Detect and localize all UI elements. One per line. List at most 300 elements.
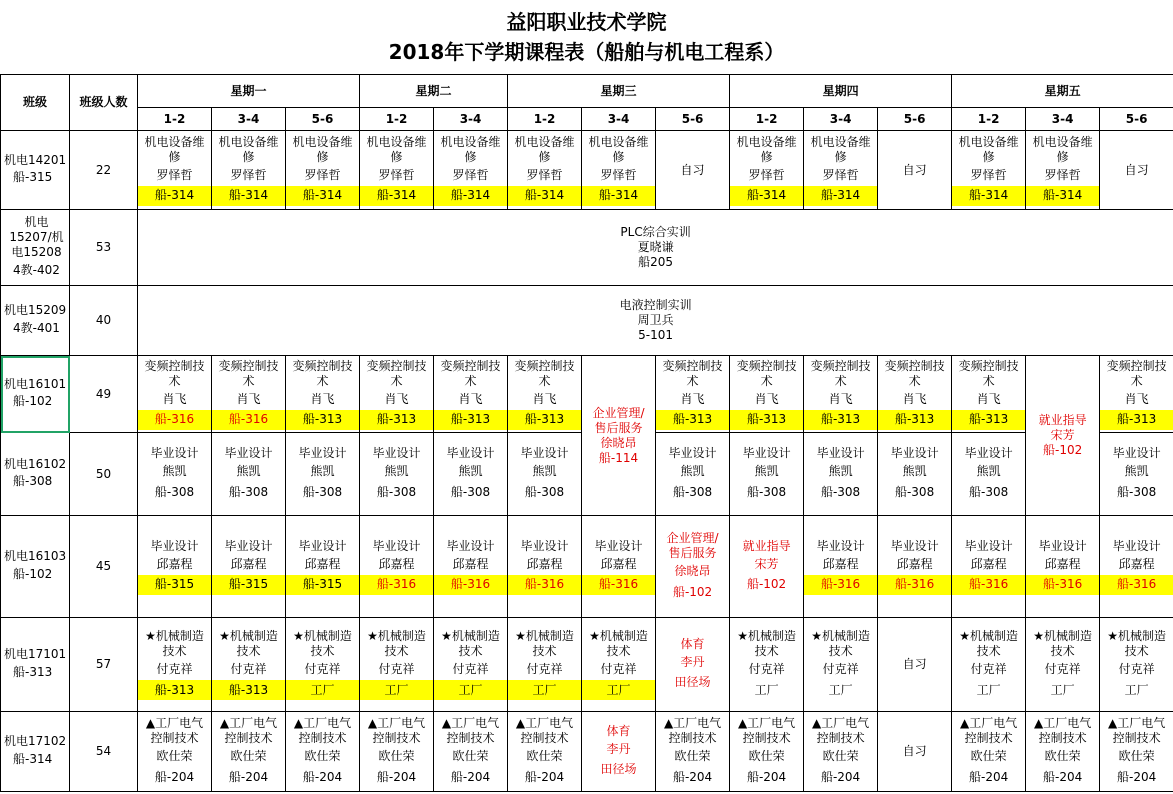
course: 毕业设计 — [224, 538, 273, 553]
period-mon-34[interactable]: 3-4 — [212, 108, 286, 131]
table-row — [1, 131, 1173, 210]
class-name: 机电14201 — [4, 152, 67, 167]
course-line: 技术 — [162, 644, 187, 658]
teacher: 付克祥 — [452, 662, 489, 676]
class-cell[interactable] — [1, 210, 70, 286]
course: 机电设备维修 — [292, 134, 353, 164]
slot-cell[interactable] — [286, 712, 360, 792]
course-line: 控制技术 — [150, 731, 199, 745]
slot-cell[interactable] — [1100, 618, 1173, 712]
venue: 船-313 — [360, 410, 433, 430]
venue: 船-204 — [154, 769, 195, 784]
teacher: 欧仕荣 — [526, 749, 563, 763]
period-thu-34[interactable]: 3-4 — [804, 108, 878, 131]
slot-cell[interactable] — [1026, 618, 1100, 712]
period-wed-56[interactable]: 5-6 — [656, 108, 730, 131]
slot-cell[interactable] — [656, 712, 730, 792]
venue: 工厂 — [1050, 682, 1075, 697]
class-cell[interactable] — [1, 712, 70, 792]
count-cell[interactable]: 22 — [70, 131, 138, 210]
table-row — [1, 286, 1173, 356]
teacher: 李丹 — [606, 741, 631, 756]
venue: 船-314 — [508, 186, 581, 206]
teacher: 熊凯 — [828, 464, 853, 478]
count-cell[interactable]: 45 — [70, 516, 138, 618]
teacher: 付克祥 — [1044, 662, 1081, 676]
slot-cell[interactable] — [1100, 433, 1173, 516]
course: 机电设备维修 — [810, 134, 871, 164]
course-line: 技术 — [754, 644, 779, 658]
slot-cell[interactable] — [212, 712, 286, 792]
slot-cell[interactable] — [434, 618, 508, 712]
course-line: 控制技术 — [372, 731, 421, 745]
teacher: 欧仕荣 — [230, 749, 267, 763]
slot-cell[interactable] — [286, 131, 360, 210]
venue: 工厂 — [828, 682, 853, 697]
venue: 船-308 — [450, 484, 491, 499]
management-course-cell[interactable] — [656, 516, 730, 618]
course — [360, 629, 433, 659]
slot-cell[interactable] — [138, 516, 212, 618]
pe-cell[interactable] — [656, 618, 730, 712]
slot-cell[interactable] — [1026, 131, 1100, 210]
teacher: 罗怿哲 — [970, 167, 1007, 182]
venue: 工厂 — [508, 680, 581, 700]
teacher: 徐晓昂 — [674, 564, 711, 578]
course: 毕业设计 — [816, 446, 865, 460]
course — [656, 531, 729, 561]
venue: 船-114 — [598, 450, 639, 465]
teacher: 熊凯 — [680, 464, 705, 478]
title-block — [0, 0, 1173, 74]
teacher: 宋芳 — [754, 556, 779, 571]
teacher: 肖飞 — [828, 391, 853, 406]
venue: 船-314 — [286, 186, 359, 206]
slot-cell[interactable] — [952, 433, 1026, 516]
teacher: 熊凯 — [532, 464, 557, 478]
period-fri-12[interactable]: 1-2 — [952, 108, 1026, 131]
slot-cell[interactable] — [508, 131, 582, 210]
management-course-cell[interactable] — [582, 356, 656, 516]
slot-cell[interactable] — [286, 356, 360, 433]
course-line: 技术 — [236, 644, 261, 658]
slot-cell[interactable] — [434, 433, 508, 516]
period-wed-34[interactable]: 3-4 — [582, 108, 656, 131]
course-line: 控制技术 — [1112, 731, 1161, 745]
course: 变频控制技术 — [662, 358, 723, 388]
venue: 工厂 — [582, 680, 655, 700]
course-line: ★机械制造 — [293, 629, 352, 643]
slot-cell[interactable] — [1100, 356, 1173, 433]
slot-cell[interactable] — [360, 356, 434, 433]
slot-cell[interactable] — [730, 712, 804, 792]
course: 机电设备维修 — [144, 134, 205, 164]
period-mon-56[interactable]: 5-6 — [286, 108, 360, 131]
teacher: 付克祥 — [156, 662, 193, 676]
period-wed-12[interactable]: 1-2 — [508, 108, 582, 131]
teacher: 付克祥 — [1118, 662, 1155, 676]
teacher: 欧仕荣 — [1044, 749, 1081, 763]
course — [582, 629, 655, 659]
teacher: 付克祥 — [526, 662, 563, 676]
teacher: 欧仕荣 — [970, 749, 1007, 763]
course: 变频控制技术 — [810, 358, 871, 388]
venue: 船-315 — [138, 575, 211, 595]
venue: 船-314 — [804, 186, 877, 206]
venue: 船-313 — [138, 680, 211, 700]
slot-cell[interactable] — [360, 131, 434, 210]
teacher: 肖飞 — [754, 391, 779, 406]
teacher: 罗怿哲 — [378, 167, 415, 182]
slot-cell[interactable] — [730, 131, 804, 210]
slot-cell[interactable] — [952, 516, 1026, 618]
venue: 船-314 — [434, 186, 507, 206]
course-line: 控制技术 — [816, 731, 865, 745]
course: 机电设备维修 — [440, 134, 501, 164]
venue: 船-204 — [524, 769, 565, 784]
slot-cell[interactable] — [286, 618, 360, 712]
venue: 船-308 — [746, 484, 787, 499]
course-line: ★机械制造 — [515, 629, 574, 643]
course-line: ★机械制造 — [589, 629, 648, 643]
slot-cell[interactable] — [138, 712, 212, 792]
course-line: ★机械制造 — [219, 629, 278, 643]
class-room: 船-314 — [13, 751, 53, 766]
slot-cell[interactable] — [508, 433, 582, 516]
course-line: ★机械制造 — [959, 629, 1018, 643]
class-name-line: 15207/机 — [9, 230, 64, 244]
count-cell[interactable]: 53 — [70, 210, 138, 286]
slot-cell[interactable] — [138, 356, 212, 433]
course: PLC综合实训 — [620, 225, 691, 239]
slot-cell[interactable] — [804, 356, 878, 433]
venue: 船-204 — [228, 769, 269, 784]
venue: 船-102 — [1042, 443, 1083, 457]
teacher: 邱嘉程 — [600, 556, 637, 571]
course-line: ▲工厂电气 — [959, 716, 1018, 730]
teacher: 罗怿哲 — [822, 167, 859, 182]
slot-cell[interactable] — [212, 356, 286, 433]
slot-cell[interactable] — [804, 618, 878, 712]
course: 体育 — [680, 636, 705, 651]
slot-cell[interactable] — [656, 433, 730, 516]
count-cell[interactable]: 50 — [70, 433, 138, 516]
venue: 船-204 — [450, 769, 491, 784]
course — [656, 716, 729, 746]
teacher: 付克祥 — [970, 662, 1007, 676]
slot-cell[interactable] — [952, 356, 1026, 433]
slot-cell[interactable] — [360, 433, 434, 516]
course — [804, 716, 877, 746]
teacher: 罗怿哲 — [230, 167, 267, 182]
slot-cell[interactable] — [730, 356, 804, 433]
slot-cell[interactable] — [360, 618, 434, 712]
pe-cell[interactable] — [582, 712, 656, 792]
venue: 5-101 — [638, 328, 673, 342]
period-tue-12[interactable]: 1-2 — [360, 108, 434, 131]
venue: 船-316 — [952, 575, 1025, 595]
venue: 船-316 — [804, 575, 877, 595]
venue: 船-313 — [212, 680, 285, 700]
slot-cell[interactable] — [656, 356, 730, 433]
course-line: ★机械制造 — [1033, 629, 1092, 643]
class-cell[interactable] — [1, 356, 70, 433]
venue: 船-313 — [656, 410, 729, 430]
course-line: ★机械制造 — [737, 629, 796, 643]
slot-cell[interactable] — [878, 433, 952, 516]
venue: 船-308 — [376, 484, 417, 499]
class-cell[interactable] — [1, 131, 70, 210]
header-friday[interactable]: 星期五 — [952, 75, 1173, 108]
slot-cell[interactable] — [434, 131, 508, 210]
slot-cell[interactable] — [730, 618, 804, 712]
header-row-periods — [1, 108, 1173, 131]
course-line: 技术 — [1050, 644, 1075, 658]
course-line: 控制技术 — [298, 731, 347, 745]
course-line: 控制技术 — [520, 731, 569, 745]
teacher: 罗怿哲 — [156, 167, 193, 182]
course-line: 技术 — [976, 644, 1001, 658]
count-cell[interactable]: 57 — [70, 618, 138, 712]
course: 毕业设计 — [816, 538, 865, 553]
self-study-cell[interactable]: 自习 — [656, 131, 730, 210]
teacher: 付克祥 — [304, 662, 341, 676]
teacher: 熊凯 — [1124, 464, 1149, 478]
period-tue-34[interactable]: 3-4 — [434, 108, 508, 131]
slot-cell[interactable] — [508, 516, 582, 618]
course-line: 技术 — [532, 644, 557, 658]
course: 毕业设计 — [520, 446, 569, 460]
venue: 船-313 — [434, 410, 507, 430]
venue: 船-308 — [524, 484, 565, 499]
course — [212, 716, 285, 746]
career-guidance-cell[interactable] — [730, 516, 804, 618]
course — [508, 629, 581, 659]
course: 变频控制技术 — [292, 358, 353, 388]
count-cell[interactable]: 40 — [70, 286, 138, 356]
slot-cell[interactable] — [212, 131, 286, 210]
slot-cell[interactable] — [138, 618, 212, 712]
slot-cell[interactable] — [1100, 516, 1173, 618]
teacher: 邱嘉程 — [970, 556, 1007, 571]
teacher: 欧仕荣 — [378, 749, 415, 763]
slot-cell[interactable] — [434, 356, 508, 433]
slot-cell[interactable] — [952, 131, 1026, 210]
slot-cell[interactable] — [582, 131, 656, 210]
slot-cell[interactable] — [212, 433, 286, 516]
teacher: 夏晓谦 — [637, 240, 674, 254]
course: 变频控制技术 — [736, 358, 797, 388]
course: 毕业设计 — [1038, 538, 1087, 553]
slot-cell[interactable] — [138, 433, 212, 516]
period-thu-12[interactable]: 1-2 — [730, 108, 804, 131]
course-line: ★机械制造 — [367, 629, 426, 643]
course — [1026, 629, 1099, 659]
slot-cell[interactable] — [804, 516, 878, 618]
course — [360, 716, 433, 746]
slot-cell[interactable] — [804, 433, 878, 516]
course-line: ▲工厂电气 — [811, 716, 870, 730]
course-line: 控制技术 — [964, 731, 1013, 745]
teacher: 肖飞 — [902, 391, 927, 406]
course: 变频控制技术 — [366, 358, 427, 388]
slot-cell[interactable] — [508, 712, 582, 792]
header-tuesday[interactable]: 星期二 — [360, 75, 508, 108]
slot-cell[interactable] — [508, 618, 582, 712]
practicum-cell[interactable] — [138, 286, 1173, 356]
course: 变频控制技术 — [144, 358, 205, 388]
venue: 船-308 — [968, 484, 1009, 499]
slot-cell[interactable] — [952, 618, 1026, 712]
slot-cell[interactable] — [286, 516, 360, 618]
header-class[interactable]: 班级 — [1, 75, 70, 131]
period-thu-56[interactable]: 5-6 — [878, 108, 952, 131]
teacher: 熊凯 — [458, 464, 483, 478]
course — [730, 629, 803, 659]
slot-cell[interactable] — [508, 356, 582, 433]
class-cell[interactable] — [1, 618, 70, 712]
slot-cell[interactable] — [286, 433, 360, 516]
class-cell[interactable] — [1, 516, 70, 618]
course: 毕业设计 — [150, 538, 199, 553]
course: 毕业设计 — [372, 446, 421, 460]
teacher: 肖飞 — [1124, 391, 1149, 406]
course — [508, 716, 581, 746]
course — [286, 629, 359, 659]
slot-cell[interactable] — [730, 433, 804, 516]
venue: 船-204 — [1042, 769, 1083, 784]
teacher: 肖飞 — [458, 391, 483, 406]
slot-cell[interactable] — [1026, 516, 1100, 618]
class-name: 机电15209 — [4, 303, 67, 317]
header-monday[interactable]: 星期一 — [138, 75, 360, 108]
class-cell[interactable] — [1, 433, 70, 516]
slot-cell[interactable] — [138, 131, 212, 210]
slot-cell[interactable] — [1100, 712, 1173, 792]
venue: 船-316 — [434, 575, 507, 595]
course-line: 企业管理/ — [666, 531, 719, 545]
venue: 船-204 — [302, 769, 343, 784]
slot-cell[interactable] — [878, 516, 952, 618]
teacher: 肖飞 — [680, 391, 705, 406]
course — [212, 629, 285, 659]
venue: 船-314 — [730, 186, 803, 206]
count-cell[interactable]: 54 — [70, 712, 138, 792]
slot-cell[interactable] — [212, 618, 286, 712]
count-cell[interactable]: 49 — [70, 356, 138, 433]
venue: 船-313 — [1100, 410, 1173, 430]
teacher: 欧仕荣 — [304, 749, 341, 763]
slot-cell[interactable] — [1026, 712, 1100, 792]
self-study-cell[interactable]: 自习 — [878, 618, 952, 712]
period-fri-56[interactable]: 5-6 — [1100, 108, 1173, 131]
teacher: 罗怿哲 — [452, 167, 489, 182]
course — [434, 629, 507, 659]
venue: 船-316 — [878, 575, 951, 595]
course: 变频控制技术 — [1106, 358, 1167, 388]
teacher: 付克祥 — [822, 662, 859, 676]
teacher: 肖飞 — [532, 391, 557, 406]
period-fri-34[interactable]: 3-4 — [1026, 108, 1100, 131]
teacher: 熊凯 — [902, 464, 927, 478]
teacher: 付克祥 — [378, 662, 415, 676]
course: 毕业设计 — [964, 446, 1013, 460]
teacher: 邱嘉程 — [526, 556, 563, 571]
course: 变频控制技术 — [218, 358, 279, 388]
venue: 船-308 — [672, 484, 713, 499]
slot-cell[interactable] — [804, 131, 878, 210]
teacher: 欧仕荣 — [822, 749, 859, 763]
practicum-cell[interactable] — [138, 210, 1173, 286]
header-row-days — [1, 75, 1173, 108]
teacher: 熊凯 — [310, 464, 335, 478]
teacher: 肖飞 — [162, 391, 187, 406]
venue: 船-102 — [672, 584, 713, 599]
self-study-cell[interactable]: 自习 — [878, 131, 952, 210]
class-cell[interactable] — [1, 286, 70, 356]
class-room: 4教-401 — [13, 320, 60, 335]
slot-cell[interactable] — [360, 516, 434, 618]
teacher: 宋芳 — [1050, 428, 1075, 442]
venue: 工厂 — [434, 680, 507, 700]
course: 机电设备维修 — [514, 134, 575, 164]
teacher: 邱嘉程 — [1118, 556, 1155, 571]
course — [138, 716, 211, 746]
venue: 田径场 — [600, 762, 637, 776]
course: 体育 — [606, 723, 631, 738]
course: 毕业设计 — [520, 538, 569, 553]
slot-cell[interactable] — [434, 516, 508, 618]
course-line: ▲工厂电气 — [1033, 716, 1092, 730]
slot-cell[interactable] — [952, 712, 1026, 792]
career-guidance-cell[interactable] — [1026, 356, 1100, 516]
teacher: 罗怿哲 — [1044, 167, 1081, 182]
slot-cell[interactable] — [582, 516, 656, 618]
teacher: 周卫兵 — [637, 313, 674, 327]
course — [730, 716, 803, 746]
header-wednesday[interactable]: 星期三 — [508, 75, 730, 108]
course: 变频控制技术 — [884, 358, 945, 388]
venue: 船-313 — [730, 410, 803, 430]
slot-cell[interactable] — [878, 356, 952, 433]
slot-cell[interactable] — [360, 712, 434, 792]
teacher: 付克祥 — [748, 662, 785, 676]
course — [952, 629, 1025, 659]
header-thursday[interactable]: 星期四 — [730, 75, 952, 108]
class-name-line: 机电 — [24, 215, 49, 229]
course-line: ▲工厂电气 — [737, 716, 796, 730]
course: 机电设备维修 — [366, 134, 427, 164]
venue: 船-315 — [212, 575, 285, 595]
slot-cell[interactable] — [804, 712, 878, 792]
teacher: 罗怿哲 — [304, 167, 341, 182]
course — [1026, 716, 1099, 746]
course: 就业指导 — [1038, 413, 1087, 427]
slot-cell[interactable] — [582, 618, 656, 712]
class-room: 船-308 — [13, 474, 53, 488]
self-study-cell[interactable]: 自习 — [1100, 131, 1173, 210]
course: 毕业设计 — [150, 446, 199, 460]
self-study-cell[interactable]: 自习 — [878, 712, 952, 792]
slot-cell[interactable] — [212, 516, 286, 618]
course-line: 技术 — [384, 644, 409, 658]
period-mon-12[interactable]: 1-2 — [138, 108, 212, 131]
slot-cell[interactable] — [434, 712, 508, 792]
table-row — [1, 210, 1173, 286]
venue: 船-316 — [1100, 575, 1173, 595]
header-count[interactable]: 班级人数 — [70, 75, 138, 131]
venue: 船-102 — [746, 577, 787, 591]
